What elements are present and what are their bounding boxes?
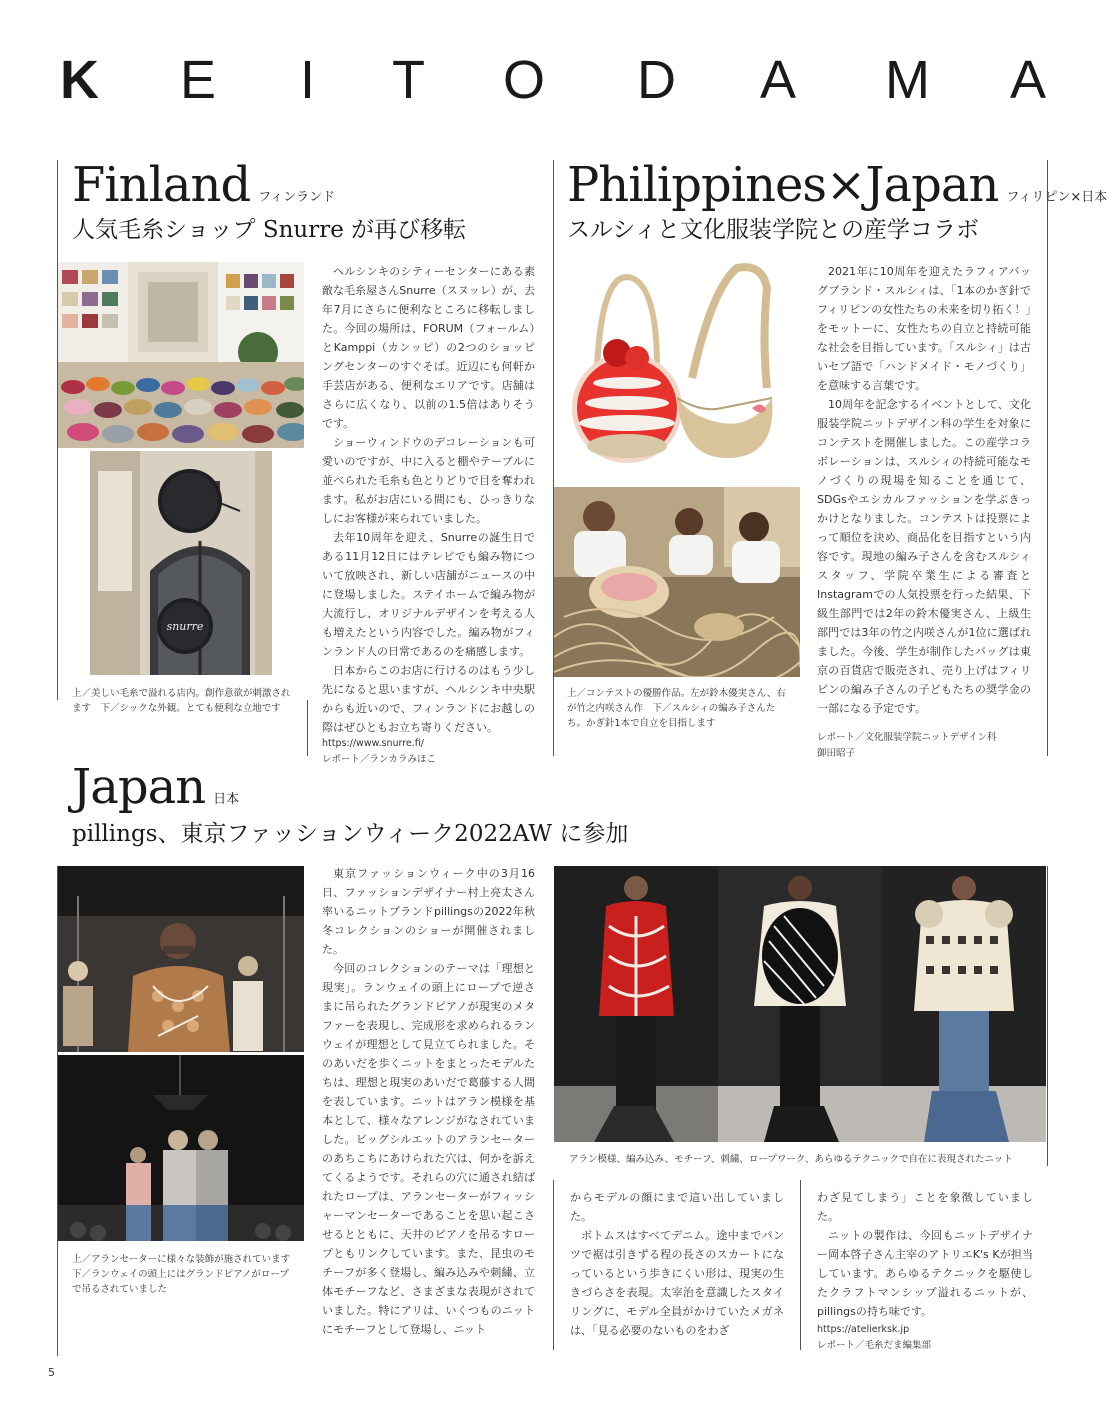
frame-line <box>307 700 308 756</box>
finland-body-paragraph: ショーウィンドウのデコレーションも可愛いのですが、中に入ると棚やテーブルに並べられた毛糸も色とりどりで目を奪われます。私がお店にいる間にも、ひっきりなしにお客様が来られていました。 <box>322 436 535 525</box>
finland-caption: 上／美しい毛糸で溢れる店内。創作意欲が刺激されます 下／シックな外観。とても便利な立地です <box>72 688 291 714</box>
finland-reporter: レポート／ランカラみほこ <box>322 754 437 765</box>
frame-line <box>1047 866 1048 1166</box>
frame-line <box>1047 160 1048 756</box>
masthead <box>0 48 1120 118</box>
japan-credit <box>817 1322 931 1354</box>
japan-body-col3 <box>817 1188 1033 1321</box>
philippines-reporter: レポート／文化服装学院ニットデザイン科 <box>817 732 997 743</box>
philippines-caption: 上／コンテストの優勝作品。左が鈴木優実さん、右が竹之内咲さん作 下／スルシィの編み子さんたち。かぎ針1本で自立を目指します <box>567 688 786 729</box>
japan-reporter: レポート／毛糸だま編集部 <box>817 1340 932 1351</box>
frame-line <box>800 1180 801 1350</box>
philippines-region-jp: フィリピン×日本 <box>1006 190 1108 205</box>
finland-body-paragraph: 去年10周年を迎え、Snurreの誕生日である11月12日にはテレビでも編み物について放映され、新しい店舗がニュースの中に登場しました。ステイホームで編み物が大流行し、オリジナルデザインを考える人も増えたという内容でした。編み物がフィンランド人の日常であるのを痛感します。 <box>322 531 535 658</box>
finland-region: Finland フィンランド <box>72 157 336 213</box>
japan-body-paragraph: ニットの製作は、今回もニットデザイナー岡本啓子さん主宰のアトリエK's Kが担当しています。あらゆるテクニックを駆使したクラフトマンシップ溢れるニットが、pillingsの持ち味です。 <box>817 1229 1033 1318</box>
finland-region-jp: フィンランド <box>258 190 336 205</box>
philippines-body-paragraph: 2021年に10周年を迎えたラフィアバッグブランド・スルシィは、「1本のかぎ針でフィリピンの女性たちの未来を切り拓く！」をモットーに、女性たちの自立と持続可能な社会を目指しています。「スルシィ」は古いセブ語で「ハンドメイド・モノづくり」を意味する言葉です。 <box>817 265 1031 392</box>
masthead-letter: A <box>1010 50 1047 110</box>
philippines-body <box>817 262 1031 718</box>
shop-sign-text: snurre <box>166 620 204 633</box>
japan-region-jp: 日本 <box>213 792 240 807</box>
japan-url-link[interactable]: https://atelierksk.jp <box>817 1324 910 1335</box>
finland-shop-exterior-photo <box>90 451 272 675</box>
finland-body-paragraph: 日本からこのお店に行けるのはもう少し先になると思いますが、ヘルシンキ中央駅からも近いので、フィンランドにお越しの際はぜひともお立ち寄りください。 <box>322 664 535 734</box>
philippines-headline: スルシィと文化服装学院との産学コラボ <box>567 217 980 243</box>
finland-body <box>322 262 535 737</box>
masthead-letter: T <box>392 50 425 110</box>
japan-caption-right: アラン模様、編み込み、モチーフ、刺繍、ロープワーク、あらゆるテクニックで自在に表現されたニット <box>569 1154 1013 1165</box>
finland-headline: 人気毛糸ショップ Snurre が再び移転 <box>72 217 467 243</box>
japan-body-paragraph: からモデルの顔にまで這い出していました。 <box>570 1191 784 1223</box>
masthead-letter: O <box>503 50 546 110</box>
philippines-region: Philippines×Japan フィリピン×日本 <box>567 157 1108 213</box>
masthead-letter: I <box>300 50 316 110</box>
page-number: 5 <box>48 1366 55 1379</box>
finland-credit <box>322 736 436 768</box>
masthead-letter: A <box>760 50 797 110</box>
masthead-letter: K <box>60 50 99 110</box>
frame-line <box>553 1180 554 1350</box>
japan-region: Japan 日本 <box>72 759 240 815</box>
japan-runway-three-looks-photo <box>554 866 1046 1142</box>
japan-headline: pillings、東京ファッションウィーク2022AW に参加 <box>72 821 629 847</box>
finland-body-paragraph: ヘルシンキのシティーセンターにある素敵な毛糸屋さんSnurre（スヌッレ）が、去年7月にさらに便利なところに移転しました。今回の場所は、FORUM（フォールム）とKamppi（カンッピ）の2つのショッピングセンターのすぐそば。近辺にも何軒か手芸店がある、便利なエリアです。店舗はさらに広くなり、以前の1.5倍はありそうです。 <box>322 265 535 430</box>
japan-body-paragraph: ボトムスはすべてデニム。途中までパンツで裾は引きずる程の長さのスカートになっているという歩きにくい形は、現実の生きづらさを表現。太宰治を意識したスタイリングに、モデル全員がかけていたメガネは、「見る必要のないものをわざ <box>570 1229 784 1337</box>
philippines-knitters-photo <box>554 487 800 677</box>
philippines-reporter-name: 御田昭子 <box>817 748 856 759</box>
finland-shop-interior-photo <box>58 262 304 448</box>
finland-url-link[interactable]: https://www.snurre.fi/ <box>322 738 424 749</box>
japan-body-col2 <box>570 1188 784 1340</box>
philippines-body-paragraph: 10周年を記念するイベントとして、文化服装学院ニットデザイン科の学生を対象にコンテストを開催しました。この産学コラボレーションは、スルシィの持続可能なモノづくりの現場を知ることを通じて、SDGsやエシカルファッションを学ぶきっかけとなりました。コンテストは投票によって順位を決め、商品化を目指すという内容です。現地の編み子さんを含むスルシィスタッフ、学院卒業生による審査とInstagramでの人気投票を行った結果、下級生部門では2年の鈴木優実さん、上級生部門では3年の竹之内咲さんが1位に選ばれました。今後、学生が制作したバッグは東京の百貨店で販売され、売り上げはフィリピンの編み子さんの子どもたちの奨学金の一部になる予定です。 <box>817 398 1031 715</box>
masthead-letter: E <box>180 50 217 110</box>
japan-runway-model-photo <box>58 866 304 1052</box>
japan-body-col1 <box>322 864 535 1339</box>
philippines-credit <box>817 730 996 762</box>
philippines-bags-photo <box>562 258 790 483</box>
masthead-letter: M <box>885 50 930 110</box>
japan-body-paragraph: 東京ファッションウィーク中の3月16日、ファッションデザイナー村上亮太さん率いるニットブランドpillingsの2022年秋冬コレクションのショーが開催されました。 <box>322 867 535 956</box>
japan-caption-left: 上／アランセーターに様々な装飾が施されています 下／ランウェイの頭上にはグランドピアノがロープで吊るされていました <box>72 1254 300 1295</box>
japan-runway-piano-photo <box>58 1055 304 1241</box>
masthead-letter: D <box>637 50 676 110</box>
japan-body-paragraph: わざ見てしまう」ことを象徴していました。 <box>817 1191 1033 1223</box>
japan-body-paragraph: 今回のコレクションのテーマは「理想と現実」。ランウェイの頭上にロープで逆さまに吊られたグランドピアノが現実のメタファーを表現し、完成形を求められるランウェイが理想として見立てられました。そのあいだを歩くニットをまとったモデルたちは、理想と現実のあいだで葛藤する人間を表しています。ニットはアラン模様を基本として、様々なアレンジがなされていました。ビッグシルエットのアランセーターのあちこちにあけられた穴は、何かを訴えてくるようです。それらの穴に通され結ばれたロープは、アランセーターがフィッシャーマンセーターであることを思い起こさせるとともに、天井のピアノを吊るすロープともリンクしています。また、昆虫のモチーフが多く登場し、編み込みや刺繍、立体モチーフなど、さまざまな表現がされていました。特にアリは、いくつものニットにモチーフとして登場し、ニット <box>322 962 535 1336</box>
